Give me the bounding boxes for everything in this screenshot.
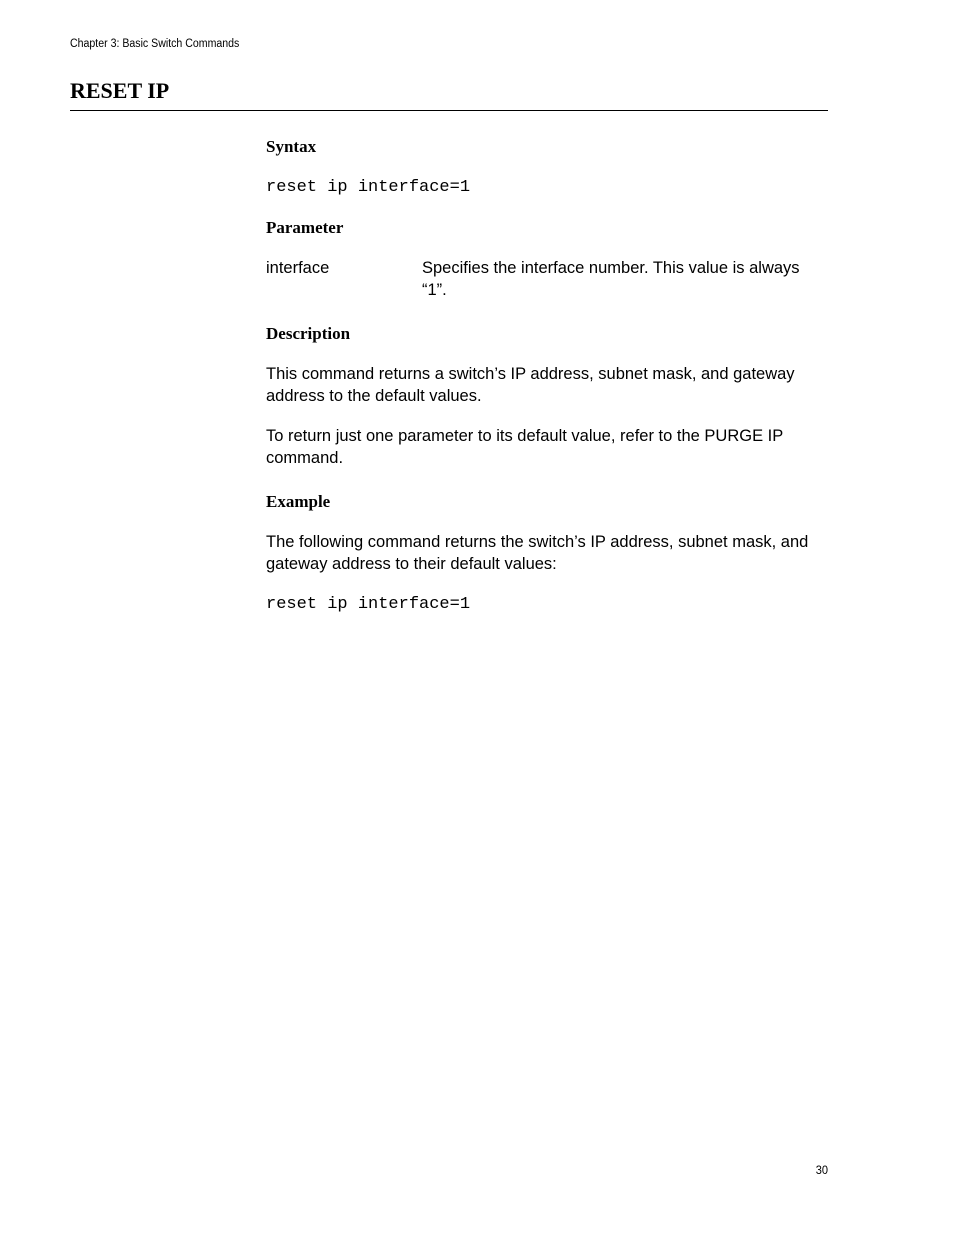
example-heading: Example bbox=[266, 492, 331, 511]
description-heading: Description bbox=[266, 324, 351, 343]
description-paragraph: This command returns a switch’s IP address, subnet mask, and gateway address to the default values. bbox=[266, 365, 795, 405]
running-header: Chapter 3: Basic Switch Commands bbox=[70, 38, 240, 50]
syntax-command: reset ip interface=1 bbox=[266, 178, 471, 197]
parameter-description: Specifies the interface number. This value is always “1”. bbox=[422, 259, 800, 299]
parameter-name: interface bbox=[266, 259, 330, 277]
example-text: The following command returns the switch’s IP address, subnet mask, and gateway address to their default values: bbox=[266, 533, 809, 573]
example-command: reset ip interface=1 bbox=[266, 595, 471, 614]
title-divider bbox=[70, 110, 828, 111]
page-number: 30 bbox=[815, 1163, 828, 1177]
parameter-heading: Parameter bbox=[266, 218, 344, 237]
description-paragraph: To return just one parameter to its default value, refer to the PURGE IP command. bbox=[266, 427, 783, 467]
syntax-heading: Syntax bbox=[266, 137, 317, 156]
page-title: RESET IP bbox=[70, 78, 170, 103]
